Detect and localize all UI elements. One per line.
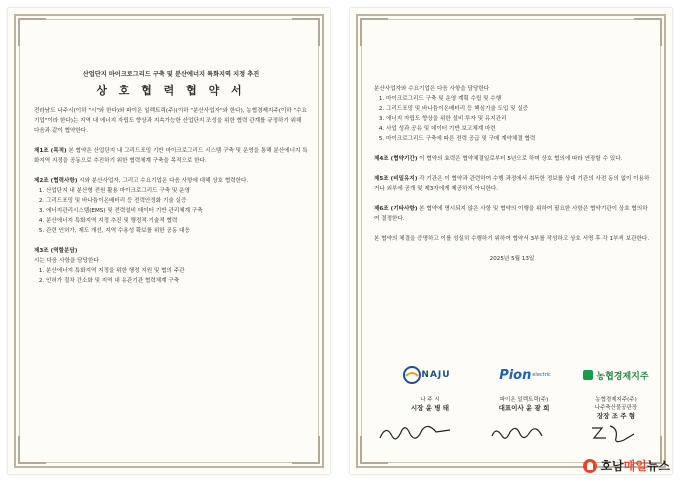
closing-paragraph: 본 협약의 체결을 증명하고 이를 성실히 수행하기 위하여 협약서 3부를 작성하고 상호 서명 후 각 1부씩 보관한다. <box>374 236 650 242</box>
list-item: 3. 에너지관리시스템(EMS) 및 전력설비 데이터 기반 관리체계 구축 <box>46 206 308 216</box>
article-4 <box>374 154 650 164</box>
article-heading: 제1조 (목적) <box>34 148 67 154</box>
article-heading: 제2조 (협력사항) <box>34 178 78 184</box>
page-2-content <box>374 84 650 264</box>
signatory-naju <box>384 396 476 412</box>
list-item: 2. 그리드포밍 및 바나듐이온배터리 등 전력안정화 기술 실증 <box>46 196 308 206</box>
article-1 <box>34 146 308 166</box>
article-3-list <box>34 266 308 286</box>
corner-ornament <box>18 18 46 46</box>
article-heading: 제4조 (협약기간) <box>374 156 418 162</box>
signature-yoon-byeongtae <box>380 426 450 438</box>
article-text: 본 협약은 산업단지 내 그리드포밍 기반 마이크로그리드 시스템 구축 및 운영을 통해 분산에너지 특화지역 지정을 공동으로 추진하기 위한 협력체계 구축을 목적으로 한다. <box>34 148 308 164</box>
corner-ornament <box>360 18 388 46</box>
corner-ornament <box>18 436 46 464</box>
pion-logo-suffix: electric <box>532 372 551 378</box>
pion-logo-text: Pion <box>499 367 532 383</box>
article-6 <box>374 204 650 224</box>
signatory-org-sub: 나주축산물공판장 <box>594 405 638 411</box>
agreement-page-1 <box>8 8 330 474</box>
article-text: 시는 다음 사항을 담당한다 <box>34 258 99 264</box>
article-heading: 제6조 (기타사항) <box>374 206 418 212</box>
article-heading: 제3조 (역할분담) <box>34 248 78 254</box>
nh-logo-text: 농협경제지주 <box>596 371 649 382</box>
corner-ornament <box>634 18 662 46</box>
page-1-content <box>34 70 308 286</box>
list-item: 4. 분산에너지 특화지역 지정 추진 및 행정적·기술적 협력 <box>46 216 308 226</box>
list-item: 1. 마이크로그리드 구축 및 운영 계획 수립 및 수행 <box>386 94 650 104</box>
list-item: 2. 인허가 절차 간소화 및 지역 내 유관기관 협력체계 구축 <box>46 276 308 286</box>
article-heading: 제5조 (비밀유지) <box>374 176 418 182</box>
list-item: 2. 그리드포밍 및 바나듐이온배터리 등 핵심기술 도입 및 실증 <box>386 104 650 114</box>
list-item: 3. 에너지 자립도 향상을 위한 설비 투자 및 유지관리 <box>386 114 650 124</box>
article-text: 이 협약의 효력은 협약체결일로부터 5년으로 하며 상호 협의에 따라 연장할 수 있다. <box>419 156 623 162</box>
news-logo-icon <box>583 459 597 473</box>
corner-ornament <box>292 18 320 46</box>
roles-list <box>374 94 650 144</box>
article-text: 각 기관은 이 협약과 관련하여 수행 과정에서 취득한 정보를 상대 기관의 사전 동의 없이 이용하거나 외부에 공개 및 제3자에게 제공하지 아니한다. <box>374 176 650 192</box>
signature-cho-juhyeong <box>592 426 634 442</box>
source-watermark <box>583 457 670 474</box>
handwritten-signatures <box>372 420 680 446</box>
signatory-role: 대표이사 윤 광 희 <box>498 404 550 412</box>
article-3 <box>34 246 308 286</box>
naju-emblem-icon <box>403 366 421 384</box>
document-subtitle: 산업단지 마이크로그리드 구축 및 분산에너지 특화지역 지정 추진 <box>82 71 260 78</box>
signatory-role: 장장 조 주 형 <box>596 412 636 420</box>
naju-logo <box>392 362 462 388</box>
list-item: 1. 분산에너지 특화지역 지정을 위한 행정 지원 및 협의 주관 <box>46 266 308 276</box>
list-item: 5. 관련 인허가, 제도 개선, 지역 수용성 확보를 위한 공동 대응 <box>46 226 308 236</box>
roles-intro: 분산사업자와 수요기업은 다음 사항을 담당한다 <box>374 86 490 92</box>
intro-paragraph: 전라남도 나주시(이하 "시"와 한다)와 파이온 일렉트릭(주)(이하 "분산사업자"와 한다), 농협경제지주(이하 "수요기업"이라 한다)는 지역 내 에너지 자립도 향상과 지속가능한 산업단지 조성을 위한 협력 관계를 규정하기 위해 다음과 같이 협약한다. <box>34 108 307 134</box>
corner-ornament <box>292 436 320 464</box>
signatory-org: 나 주 시 <box>420 397 440 403</box>
signatory-nh <box>570 396 662 420</box>
list-item: 4. 사업 성과 공유 및 데이터 기반 보고체계 마련 <box>386 124 650 134</box>
signature-yoon-gwanghee <box>492 428 542 438</box>
signing-date: 2025년 5월 13일 <box>489 256 535 262</box>
nh-badge-icon <box>583 370 593 380</box>
article-text: 본 협약에 명시되지 않은 사항 및 협약의 이행을 위하여 필요한 사항은 협약기관이 상호 협의하여 결정한다. <box>374 206 648 222</box>
source-name: 호남매일뉴스 <box>600 459 670 473</box>
nh-logo <box>576 362 656 388</box>
signatory-org: 파이온 일렉트릭(주) <box>499 397 549 403</box>
list-item: 1. 산업단지 내 분산형 전원 활용 마이크로그리드 구축 및 운영 <box>46 186 308 196</box>
article-2 <box>34 176 308 236</box>
article-2-list <box>34 186 308 236</box>
document-title: 상 호 협 력 협 약 서 <box>96 84 246 97</box>
pion-electric-logo <box>480 362 570 388</box>
article-5 <box>374 174 650 194</box>
naju-logo-text: NAJU <box>421 370 451 380</box>
partner-logos <box>370 362 652 388</box>
list-item: 5. 마이크로그리드 구축에 따른 전력 공급 및 구매 계약체결 협력 <box>386 134 650 144</box>
signatory-pion <box>478 396 570 412</box>
signatory-org: 농협경제지주(주) <box>595 397 637 403</box>
signatory-role: 시장 윤 병 태 <box>410 404 450 412</box>
agreement-page-2 <box>350 8 672 474</box>
article-text: 시와 분산사업자, 그리고 수요기업은 다음 사항에 대해 상호 협력한다. <box>79 178 249 184</box>
